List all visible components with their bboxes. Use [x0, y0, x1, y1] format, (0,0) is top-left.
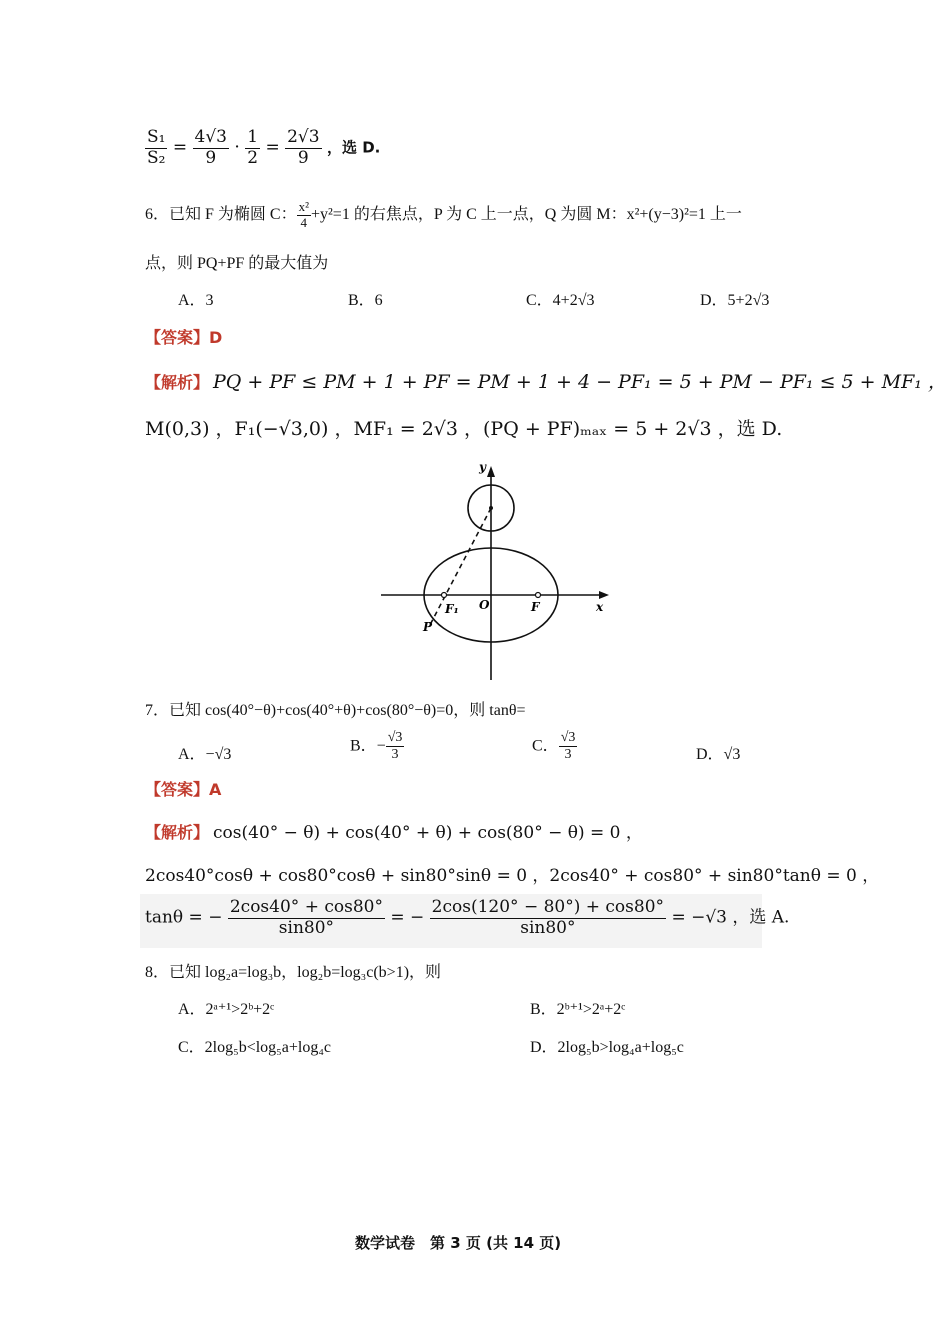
fraction-4sqrt3-9: $\frac{4√3}{9}$ — [194, 127, 227, 168]
q6-option-b: B．6 — [348, 292, 383, 309]
y-axis-arrow-icon — [487, 466, 495, 477]
q7-option-b: B．− $\frac{√3}{3}$ — [350, 730, 403, 763]
q6-analysis-line2: M(0,3) ，F₁(−√3,0) ，MF₁ = 2√3 ，(PQ + PF)ₘₐₓ = 5 + 2√3 ，选 D. — [145, 418, 783, 440]
q8-option-a: A．2ᵃ⁺¹>2ᵇ+2ᶜ — [178, 1001, 275, 1018]
q6-option-c: C．4+2√3 — [526, 292, 595, 309]
q6-option-a: A．3 — [178, 292, 214, 309]
q7-option-a: A．−√3 — [178, 746, 232, 763]
f1-label: F₁ — [445, 602, 459, 616]
q7-option-d: D．√3 — [696, 746, 741, 763]
ellipse-circle-figure — [375, 455, 635, 685]
q6-option-d: D．5+2√3 — [700, 292, 770, 309]
y-label: y — [479, 460, 486, 474]
p-label: P — [423, 620, 433, 634]
q7-analysis-line2: 2cos40°cosθ + cos80°cosθ + sin80°sinθ = 0 ，2cos40° + cos80° + sin80°tanθ = 0 ， — [145, 866, 880, 886]
x-axis-arrow-icon — [599, 591, 609, 599]
page-footer: 数学试卷 第 3 页 (共 14 页) — [355, 1234, 562, 1252]
q8-option-d: D．2log₅b>log₄a+log₅c — [530, 1039, 684, 1056]
q6-analysis-line1: 【解析】 PQ + PF ≤ PM + 1 + PF = PM + 1 + 4 − PF₁ = 5 + PM − PF₁ ≤ 5 + MF₁ ， — [145, 371, 947, 393]
q8-stem: 8．已知 log₂a=log₃b，log₂b=log₃c(b>1)，则 — [145, 964, 442, 981]
fraction-x2-4: $\frac{\text{x²}}{4}$ — [298, 199, 309, 230]
q7-option-c: C． $\frac{√3}{3}$ — [532, 730, 576, 763]
fraction-s1-s2: $\frac{\text{S₁}}{\text{S₂}}$ — [147, 127, 166, 168]
q8-option-b: B．2ᵇ⁺¹>2ᵃ+2ᶜ — [530, 1001, 626, 1018]
f-label: F — [531, 600, 540, 614]
q6-stem-line2: 点，则 PQ+PF 的最大值为 — [145, 255, 329, 272]
q6-answer: 【答案】D — [145, 328, 223, 347]
focus-f1-dot — [442, 593, 447, 598]
x-label: x — [596, 600, 604, 614]
q6-stem-line1: 6．已知 F 为椭圆 C： $\frac{\text{x²}}{4}$ +y²=1 的右焦点，P 为 C 上一点，Q 为圆 M：x²+(y−3)²=1 上一 — [145, 199, 742, 230]
fraction-2sqrt3-9: $\frac{2√3}{9}$ — [287, 127, 320, 168]
q7-stem: 7．已知 cos(40°−θ)+cos(40°+θ)+cos(80°−θ)=0，则 tanθ= — [145, 702, 526, 719]
q7-answer: 【答案】A — [145, 780, 222, 799]
fraction-1-2: $\frac{1}{2}$ — [247, 127, 259, 168]
q7-analysis-line1: 【解析】 cos(40° − θ) + cos(40° + θ) + cos(80° − θ) = 0 ， — [145, 823, 643, 843]
q8-option-c: C．2log₅b<log₅a+log₄c — [178, 1039, 331, 1056]
q7-analysis-line3: tanθ = − $\frac{2\cos 40^\circ + \cos 80^\circ}{\sin 80^\circ}$ = − $\frac{2\cos(120^\circ - 80^\circ) + \cos 80^\circ}{\sin 80^\circ}$ = −√3 ，选 A. — [145, 897, 790, 938]
focus-f-dot — [536, 593, 541, 598]
prev-solution-line: $\frac{\text{S₁}}{\text{S₂}}$ = $\frac{4√3}{9}$ · $\frac{1}{2}$ = $\frac{2√3}{9}$ ，选 D. — [147, 127, 381, 168]
origin-label: O — [479, 598, 490, 612]
